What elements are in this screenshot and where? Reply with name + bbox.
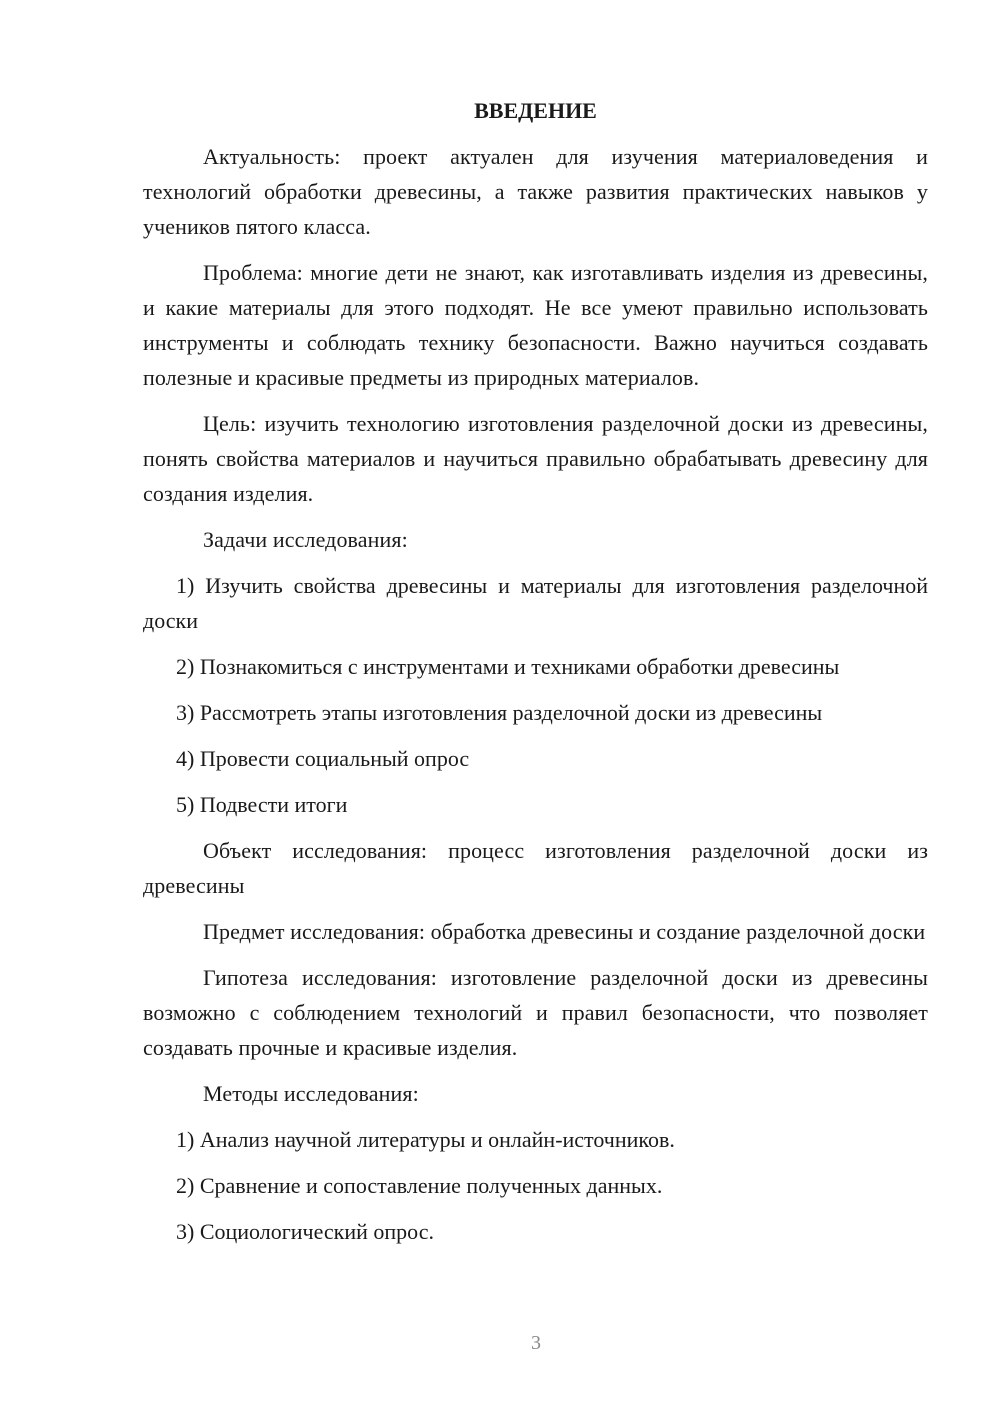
section-title: ВВЕДЕНИЕ bbox=[474, 98, 597, 123]
tasks-heading: Задачи исследования: bbox=[203, 527, 408, 552]
page-number: 3 bbox=[531, 1332, 541, 1354]
task-item: 3) Рассмотреть этапы изготовления разделочной доски из древесины bbox=[176, 700, 823, 725]
methods-heading: Методы исследования: bbox=[203, 1081, 419, 1106]
method-item: 2) Сравнение и сопоставление полученных данных. bbox=[176, 1173, 663, 1198]
object-paragraph: Объект исследования: процесс изготовления разделочной доски из древесины bbox=[143, 838, 928, 898]
task-item: 2) Познакомиться с инструментами и техниками обработки древесины bbox=[176, 654, 840, 679]
problem-paragraph: Проблема: многие дети не знают, как изготавливать изделия из древесины, и какие материалы для этого подходят. Не все умеют правильно использовать инструменты и соблюдать технику безопасности. Важно научиться создавать полезные и красивые предметы из природных материалов. bbox=[143, 260, 928, 390]
method-item: 1) Анализ научной литературы и онлайн-источников. bbox=[176, 1127, 675, 1152]
relevance-paragraph: Актуальность: проект актуален для изучения материаловедения и технологий обработки древесины, а также развития практических навыков у учеников пятого класса. bbox=[143, 144, 928, 239]
task-item: 1) Изучить свойства древесины и материалы для изготовления разделочной доски bbox=[143, 573, 928, 633]
subject-paragraph: Предмет исследования: обработка древесины и создание разделочной доски bbox=[203, 919, 926, 944]
goal-paragraph: Цель: изучить технологию изготовления разделочной доски из древесины, понять свойства материалов и научиться правильно обрабатывать древесину для создания изделия. bbox=[143, 411, 928, 506]
hypothesis-paragraph: Гипотеза исследования: изготовление разделочной доски из древесины возможно с соблюдением технологий и правил безопасности, что позволяет создавать прочные и красивые изделия. bbox=[143, 965, 928, 1060]
task-item: 4) Провести социальный опрос bbox=[176, 746, 470, 771]
task-item: 5) Подвести итоги bbox=[176, 792, 348, 817]
document-page bbox=[143, 93, 928, 1260]
method-item: 3) Социологический опрос. bbox=[176, 1219, 434, 1244]
